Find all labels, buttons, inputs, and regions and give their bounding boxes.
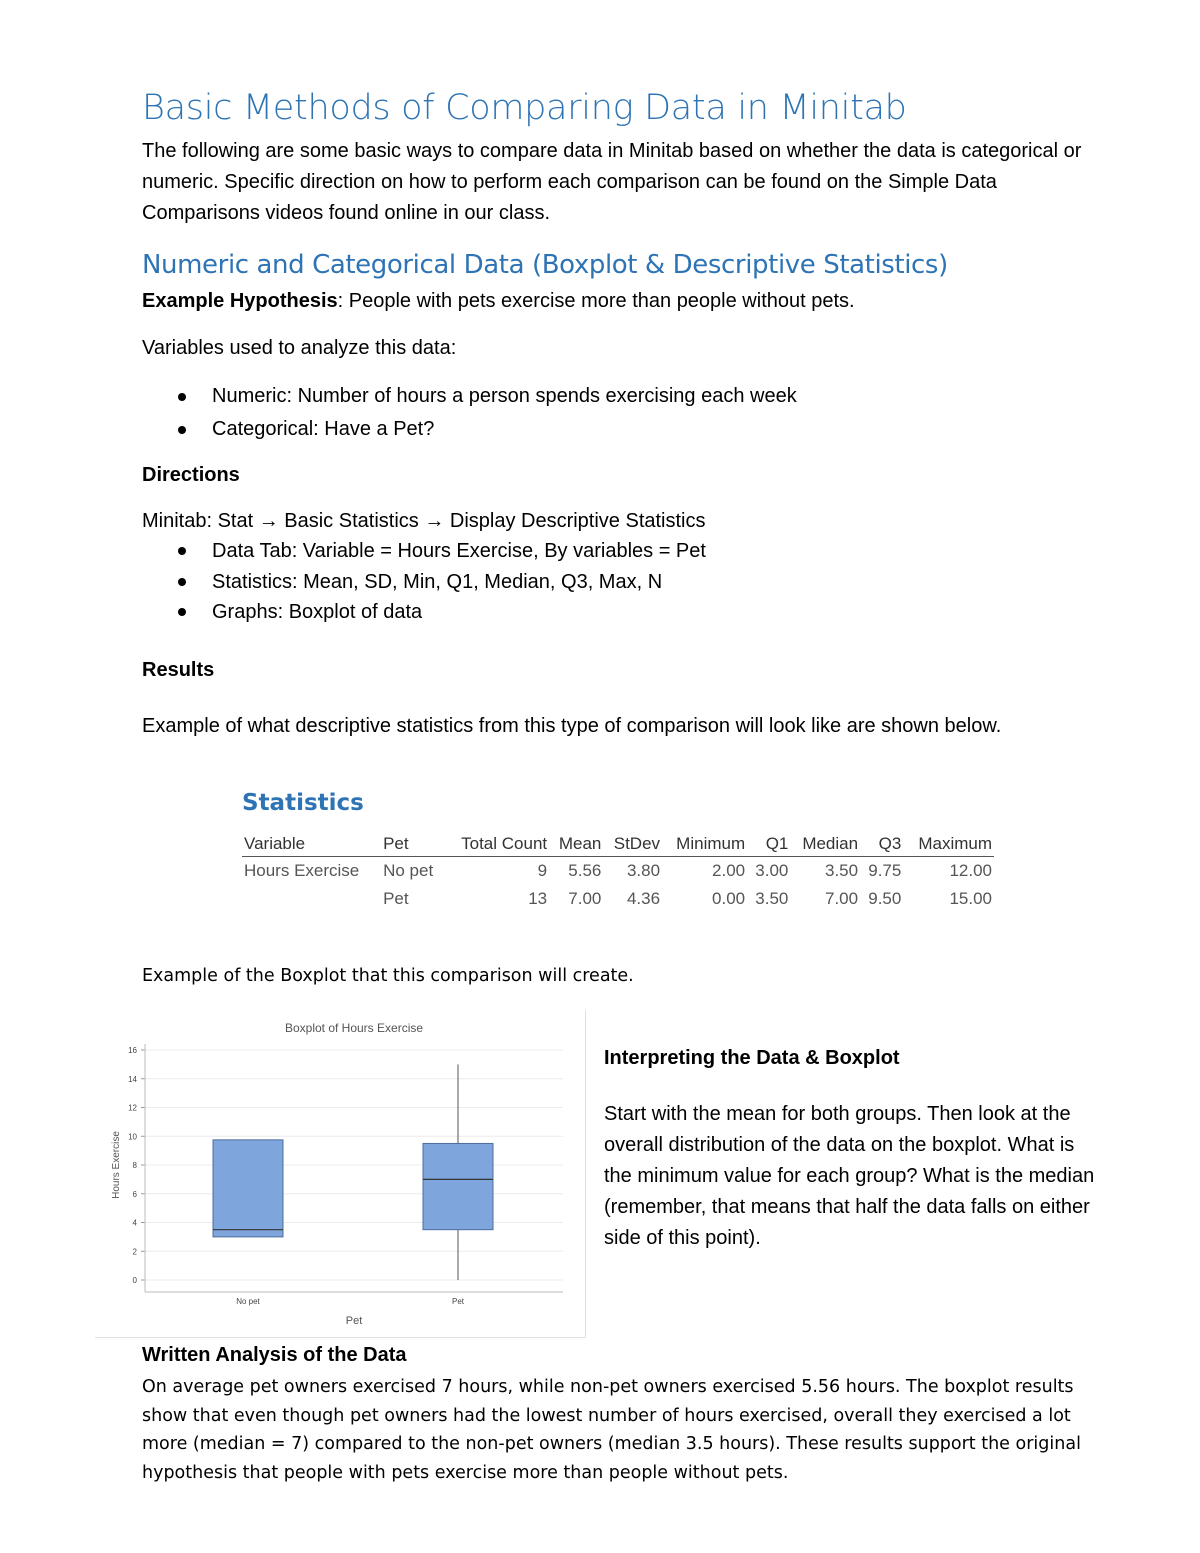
hypothesis-label: Example Hypothesis	[142, 290, 338, 312]
statistics-title: Statistics	[242, 790, 364, 816]
col-header: Minimum	[662, 832, 747, 857]
y-tick-label: 12	[128, 1103, 137, 1113]
variables-intro: Variables used to analyze this data:	[142, 337, 457, 359]
table-cell: 15.00	[949, 889, 992, 908]
hypothesis-text: : People with pets exercise more than people without pets.	[337, 290, 855, 312]
interpret-block	[604, 1043, 1104, 1254]
col-header: Pet	[381, 832, 444, 857]
x-tick-label: No pet	[236, 1297, 260, 1306]
table-cell: 5.56	[568, 861, 602, 880]
hypothesis-line	[142, 286, 855, 317]
table-cell: No pet	[383, 861, 434, 880]
interpret-body: Start with the mean for both groups. Then look at the overall distribution of the data on the boxplot. What is the minimum value for each group? What is the median (remember, that means that half the data falls on either side of this point).	[604, 1103, 1095, 1249]
directions-label: Directions	[142, 464, 240, 486]
list-item: Categorical: Have a Pet?	[142, 413, 1042, 446]
table-row	[242, 885, 994, 913]
results-text: Example of what descriptive statistics from this type of comparison will look like are shown below.	[142, 715, 1002, 737]
table-cell: 9.75	[868, 861, 902, 880]
box-pet	[423, 1143, 493, 1229]
table-cell: 7.00	[824, 889, 859, 908]
table-row	[242, 857, 994, 886]
interpret-heading: Interpreting the Data & Boxplot	[604, 1047, 900, 1069]
y-tick-label: 8	[132, 1161, 137, 1170]
table-cell: 3.50	[824, 861, 859, 880]
boxplot-frame	[95, 1010, 586, 1338]
chart-title: Boxplot of Hours Exercise	[284, 1021, 424, 1035]
variables-list	[142, 380, 1042, 446]
list-item: Graphs: Boxplot of data	[142, 597, 1042, 628]
col-header: Mean	[549, 832, 603, 857]
table-cell: 3.80	[626, 861, 661, 880]
col-header: Median	[790, 832, 860, 857]
minitab-path: Minitab: Stat → Basic Statistics → Display Descriptive Statistics	[142, 510, 706, 532]
table-cell: Hours Exercise	[244, 861, 360, 880]
list-item: Data Tab: Variable = Hours Exercise, By variables = Pet	[142, 536, 1042, 567]
statistics-table-block	[242, 790, 994, 913]
table-header-row	[242, 832, 994, 857]
table-cell: Pet	[383, 889, 409, 908]
written-heading: Written Analysis of the Data	[142, 1344, 407, 1366]
col-header: Q3	[860, 832, 903, 857]
y-tick-label: 14	[128, 1074, 137, 1084]
boxplot-caption: Example of the Boxplot that this comparison will create.	[142, 966, 634, 986]
intro-paragraph: The following are some basic ways to compare data in Minitab based on whether the data is categorical or numeric. Specific direction on how to perform each comparison can be found on the Simple Data Comparisons videos found online in our class.	[142, 140, 1082, 224]
y-axis-label: Hours Exercise	[111, 1131, 122, 1199]
col-header: Q1	[747, 832, 790, 857]
x-tick-label: Pet	[451, 1297, 465, 1306]
y-tick-label: 2	[132, 1247, 137, 1257]
written-analysis	[142, 1344, 1092, 1487]
x-axis-label: Pet	[345, 1315, 363, 1327]
col-header: Total Count	[444, 832, 549, 857]
table-cell: 3.00	[755, 861, 789, 880]
page-title: Basic Methods of Comparing Data in Minitab	[142, 88, 907, 128]
list-item: Numeric: Number of hours a person spends exercising each week	[142, 380, 1042, 413]
statistics-table	[242, 832, 994, 913]
table-cell: 7.00	[568, 889, 602, 908]
col-header: Maximum	[903, 832, 994, 857]
table-cell: 4.36	[626, 889, 661, 908]
table-cell: 9.50	[868, 889, 902, 908]
section-heading: Numeric and Categorical Data (Boxplot & Descriptive Statistics)	[142, 250, 948, 280]
table-cell: 0.00	[712, 889, 746, 908]
table-cell: 12.00	[949, 861, 992, 880]
table-cell	[242, 885, 381, 913]
y-tick-label: 0	[132, 1276, 137, 1285]
box-no-pet	[213, 1140, 283, 1237]
col-header: Variable	[242, 832, 381, 857]
boxplot-chart	[95, 1010, 585, 1337]
y-tick-label: 4	[132, 1218, 137, 1228]
table-cell: 9	[537, 861, 548, 880]
results-label: Results	[142, 659, 215, 681]
y-tick-label: 10	[128, 1132, 137, 1142]
col-header: StDev	[603, 832, 662, 857]
table-cell: 3.50	[755, 889, 789, 908]
table-cell: 2.00	[712, 861, 746, 880]
table-cell: 13	[528, 889, 548, 908]
written-body: On average pet owners exercised 7 hours, while non-pet owners exercised 5.56 hours. The boxplot results show that even though pet owners had the lowest number of hours exercised, overall they exercised a lot more (median = 7) compared to the non-pet owners (median 3.5 hours). These results support the original hypothesis that people with pets exercise more than people without pets.	[142, 1377, 1081, 1483]
y-tick-label: 6	[132, 1189, 137, 1199]
steps-list	[142, 536, 1042, 628]
list-item: Statistics: Mean, SD, Min, Q1, Median, Q3, Max, N	[142, 567, 1042, 598]
y-tick-label: 16	[128, 1046, 137, 1055]
